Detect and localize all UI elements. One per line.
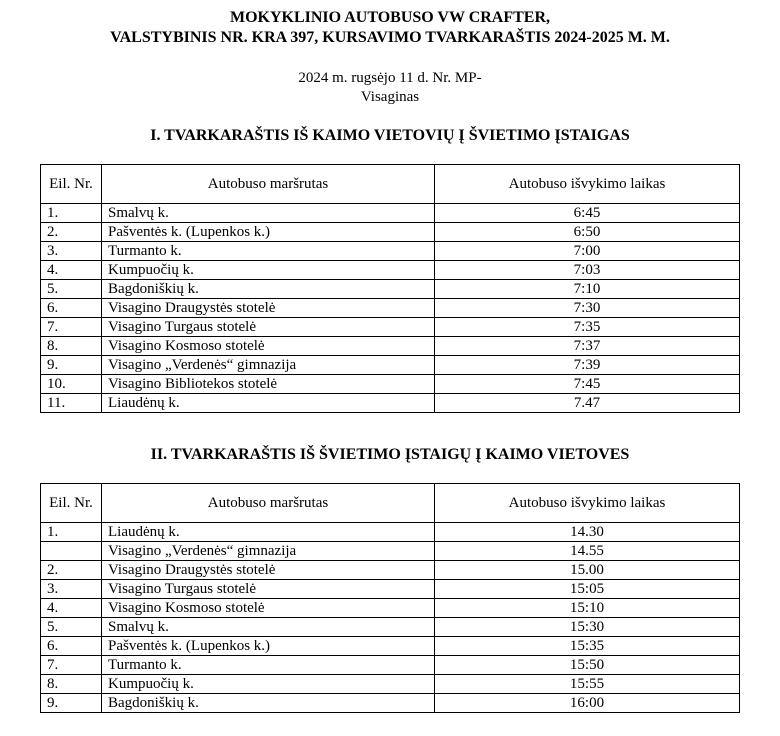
row-nr-cell: 1. xyxy=(41,204,102,223)
row-nr-cell: 9. xyxy=(41,694,102,713)
row-route-cell: Visagino Bibliotekos stotelė xyxy=(102,375,435,394)
row-nr-cell: 1. xyxy=(41,523,102,542)
table-row xyxy=(41,694,740,713)
row-nr-cell: 4. xyxy=(41,599,102,618)
row-time-cell: 15:35 xyxy=(435,637,740,656)
row-route-cell: Visagino Kosmoso stotelė xyxy=(102,337,435,356)
row-nr-cell: 8. xyxy=(41,337,102,356)
row-time-cell: 7:00 xyxy=(435,242,740,261)
row-route-cell: Visagino Turgaus stotelė xyxy=(102,580,435,599)
row-route-cell: Liaudėnų k. xyxy=(102,523,435,542)
table-row xyxy=(41,204,740,223)
row-nr-cell: 7. xyxy=(41,656,102,675)
row-nr-cell xyxy=(41,542,102,561)
section2-title: II. TVARKARAŠTIS IŠ ŠVIETIMO ĮSTAIGŲ Į KAIMO VIETOVES xyxy=(150,446,630,463)
row-time-cell: 6:50 xyxy=(435,223,740,242)
table-row xyxy=(41,318,740,337)
row-route-cell: Visagino Draugystės stotelė xyxy=(102,299,435,318)
row-time-cell: 14.55 xyxy=(435,542,740,561)
row-route-cell: Turmanto k. xyxy=(102,242,435,261)
row-time-cell: 7:30 xyxy=(435,299,740,318)
column-header-route: Autobuso maršrutas xyxy=(102,484,435,523)
row-time-cell: 15:10 xyxy=(435,599,740,618)
row-time-cell: 7:37 xyxy=(435,337,740,356)
row-time-cell: 14.30 xyxy=(435,523,740,542)
row-route-cell: Bagdoniškių k. xyxy=(102,694,435,713)
table-row xyxy=(41,637,740,656)
row-route-cell: Visagino „Verdenės“ gimnazija xyxy=(102,542,435,561)
table-row xyxy=(41,356,740,375)
row-route-cell: Smalvų k. xyxy=(102,618,435,637)
table-row xyxy=(41,394,740,413)
column-header-nr: Eil. Nr. xyxy=(41,484,102,523)
row-time-cell: 7:39 xyxy=(435,356,740,375)
row-nr-cell: 6. xyxy=(41,637,102,656)
row-nr-cell: 3. xyxy=(41,580,102,599)
table-row xyxy=(41,299,740,318)
row-time-cell: 15.00 xyxy=(435,561,740,580)
row-route-cell: Kumpuočių k. xyxy=(102,261,435,280)
row-nr-cell: 11. xyxy=(41,394,102,413)
table-row xyxy=(41,242,740,261)
row-time-cell: 15:30 xyxy=(435,618,740,637)
row-route-cell: Liaudėnų k. xyxy=(102,394,435,413)
table-header-row xyxy=(41,484,740,523)
row-time-cell: 6:45 xyxy=(435,204,740,223)
column-header-route: Autobuso maršrutas xyxy=(102,165,435,204)
row-time-cell: 7:03 xyxy=(435,261,740,280)
table-row xyxy=(41,280,740,299)
section2-table xyxy=(40,483,740,713)
row-time-cell: 7:35 xyxy=(435,318,740,337)
table-row xyxy=(41,675,740,694)
table-row xyxy=(41,375,740,394)
row-nr-cell: 3. xyxy=(41,242,102,261)
document-date-line: 2024 m. rugsėjo 11 d. Nr. MP- xyxy=(298,70,482,86)
table-row xyxy=(41,618,740,637)
row-time-cell: 7.47 xyxy=(435,394,740,413)
table-header-row xyxy=(41,165,740,204)
section1-title: I. TVARKARAŠTIS IŠ KAIMO VIETOVIŲ Į ŠVIETIMO ĮSTAIGAS xyxy=(150,127,630,144)
row-route-cell: Turmanto k. xyxy=(102,656,435,675)
table-row xyxy=(41,337,740,356)
row-time-cell: 15:55 xyxy=(435,675,740,694)
row-route-cell: Pašventės k. (Lupenkos k.) xyxy=(102,223,435,242)
document-place: Visaginas xyxy=(360,89,420,105)
row-route-cell: Visagino „Verdenės“ gimnazija xyxy=(102,356,435,375)
table-row xyxy=(41,580,740,599)
row-nr-cell: 2. xyxy=(41,561,102,580)
row-nr-cell: 6. xyxy=(41,299,102,318)
row-nr-cell: 2. xyxy=(41,223,102,242)
row-time-cell: 15:50 xyxy=(435,656,740,675)
document-title-line2: VALSTYBINIS NR. KRA 397, KURSAVIMO TVARKARAŠTIS 2024-2025 M. M. xyxy=(110,29,670,46)
table-row xyxy=(41,261,740,280)
row-nr-cell: 5. xyxy=(41,280,102,299)
column-header-time: Autobuso išvykimo laikas xyxy=(435,165,740,204)
row-route-cell: Bagdoniškių k. xyxy=(102,280,435,299)
section1-table xyxy=(40,164,740,413)
row-route-cell: Smalvų k. xyxy=(102,204,435,223)
table-row xyxy=(41,542,740,561)
row-route-cell: Pašventės k. (Lupenkos k.) xyxy=(102,637,435,656)
section1-table-body xyxy=(41,204,740,413)
row-time-cell: 15:05 xyxy=(435,580,740,599)
table-row xyxy=(41,561,740,580)
row-nr-cell: 5. xyxy=(41,618,102,637)
column-header-time: Autobuso išvykimo laikas xyxy=(435,484,740,523)
row-nr-cell: 4. xyxy=(41,261,102,280)
row-time-cell: 7:10 xyxy=(435,280,740,299)
table-row xyxy=(41,599,740,618)
row-time-cell: 16:00 xyxy=(435,694,740,713)
section2-table-body xyxy=(41,523,740,713)
row-nr-cell: 8. xyxy=(41,675,102,694)
row-route-cell: Visagino Turgaus stotelė xyxy=(102,318,435,337)
row-nr-cell: 7. xyxy=(41,318,102,337)
table-row xyxy=(41,223,740,242)
document-title-line1: MOKYKLINIO AUTOBUSO VW CRAFTER, xyxy=(229,9,551,26)
row-route-cell: Visagino Kosmoso stotelė xyxy=(102,599,435,618)
row-nr-cell: 9. xyxy=(41,356,102,375)
row-nr-cell: 10. xyxy=(41,375,102,394)
table-row xyxy=(41,656,740,675)
row-time-cell: 7:45 xyxy=(435,375,740,394)
row-route-cell: Visagino Draugystės stotelė xyxy=(102,561,435,580)
table-row xyxy=(41,523,740,542)
column-header-nr: Eil. Nr. xyxy=(41,165,102,204)
row-route-cell: Kumpuočių k. xyxy=(102,675,435,694)
